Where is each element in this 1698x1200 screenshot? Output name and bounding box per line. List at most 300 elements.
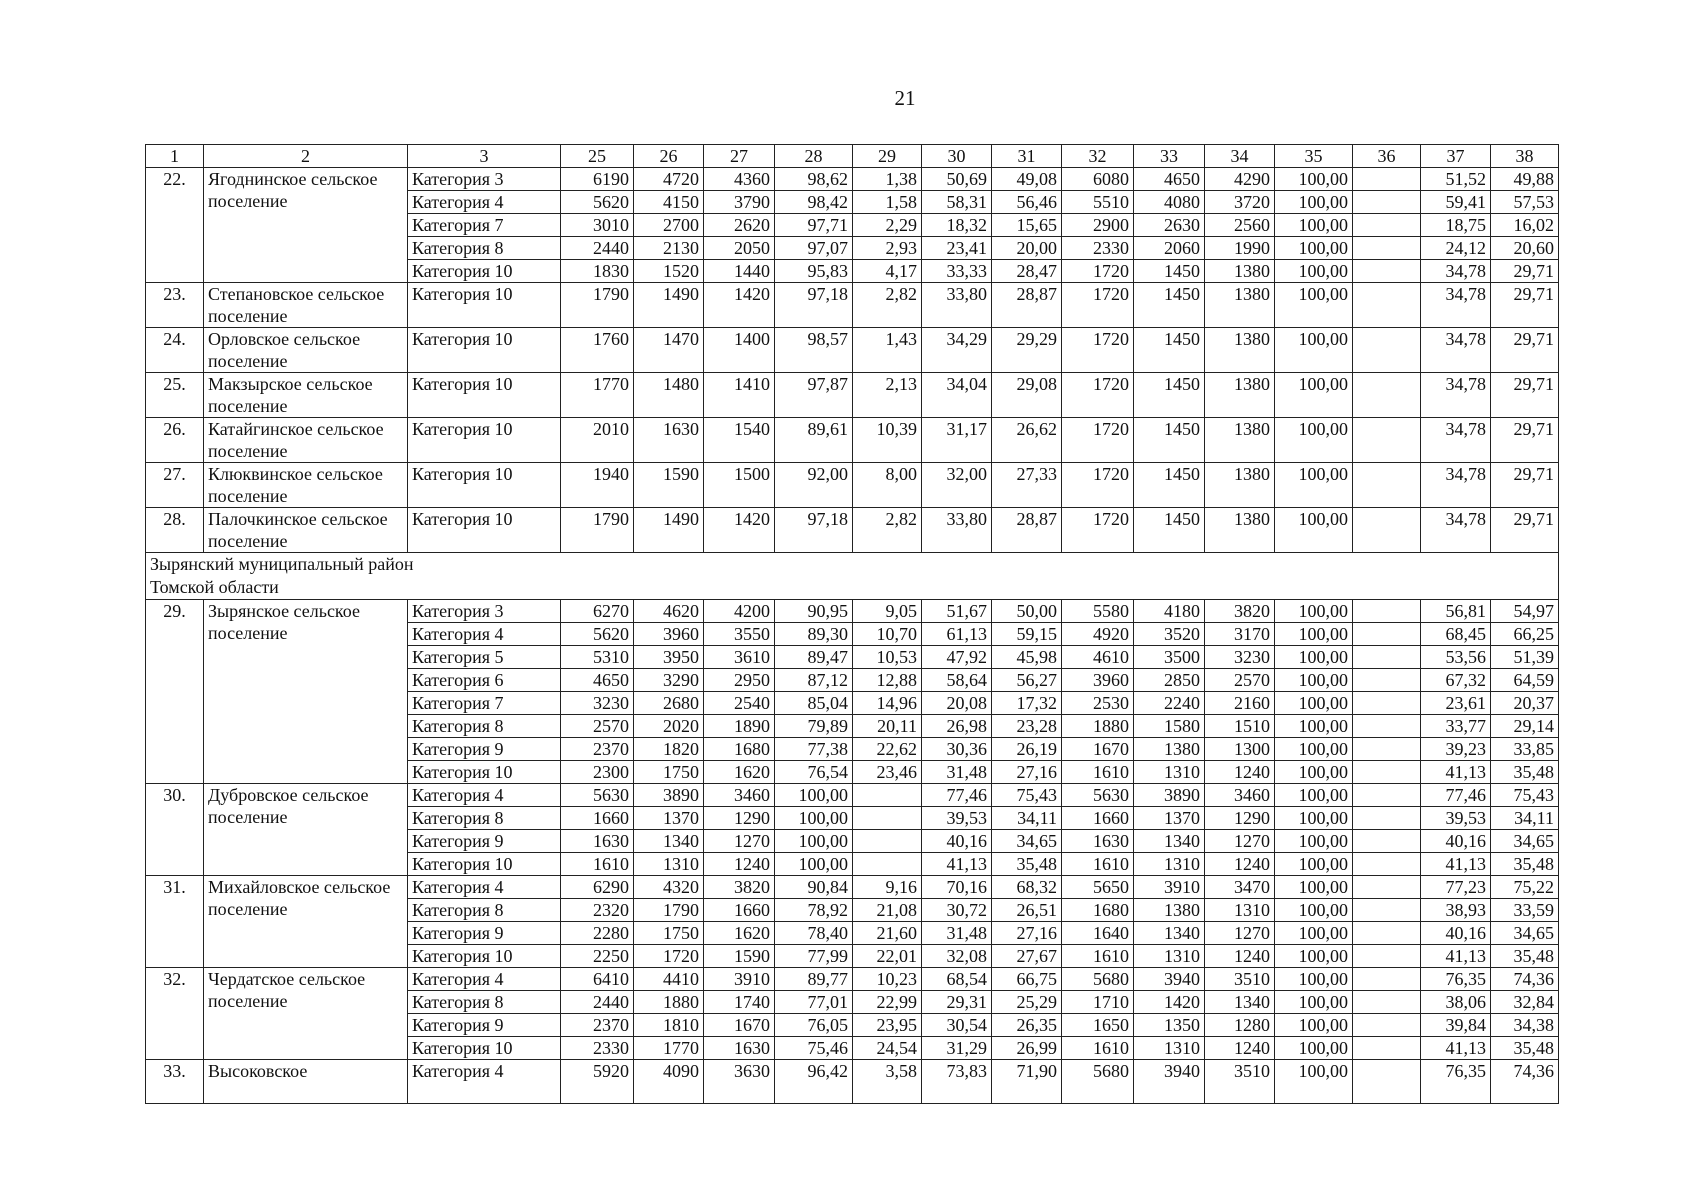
value-cell: 28,87: [992, 508, 1062, 553]
value-cell: 1,58: [853, 191, 922, 214]
value-cell: 10,23: [853, 968, 922, 991]
value-cell: 50,69: [922, 168, 992, 191]
value-cell: 1380: [1205, 283, 1275, 328]
value-cell: [1353, 418, 1421, 463]
header-cell: 29: [853, 145, 922, 168]
value-cell: [1353, 692, 1421, 715]
value-cell: 1300: [1205, 738, 1275, 761]
value-cell: 29,71: [1491, 373, 1559, 418]
value-cell: 2,82: [853, 508, 922, 553]
value-cell: 57,53: [1491, 191, 1559, 214]
value-cell: 2530: [1062, 692, 1134, 715]
value-cell: 21,08: [853, 899, 922, 922]
value-cell: 20,00: [992, 237, 1062, 260]
value-cell: 5920: [561, 1060, 634, 1104]
value-cell: [1353, 945, 1421, 968]
settlement-name: Палочкинское сельское поселение: [204, 508, 408, 553]
value-cell: 68,45: [1421, 623, 1491, 646]
value-cell: 1770: [634, 1037, 704, 1060]
value-cell: 2250: [561, 945, 634, 968]
table-row: [146, 373, 1559, 418]
value-cell: 29,71: [1491, 283, 1559, 328]
category-cell: Категория 8: [408, 807, 561, 830]
category-cell: Категория 5: [408, 646, 561, 669]
value-cell: 22,62: [853, 738, 922, 761]
category-cell: Категория 10: [408, 283, 561, 328]
value-cell: 29,14: [1491, 715, 1559, 738]
value-cell: 97,07: [775, 237, 853, 260]
value-cell: 29,31: [922, 991, 992, 1014]
value-cell: 33,77: [1421, 715, 1491, 738]
value-cell: 1890: [704, 715, 775, 738]
value-cell: 59,15: [992, 623, 1062, 646]
category-cell: Категория 4: [408, 191, 561, 214]
value-cell: 32,08: [922, 945, 992, 968]
value-cell: 78,92: [775, 899, 853, 922]
value-cell: 2950: [704, 669, 775, 692]
value-cell: 32,00: [922, 463, 992, 508]
value-cell: 1750: [634, 922, 704, 945]
row-number: 24.: [146, 328, 204, 373]
value-cell: 1610: [1062, 761, 1134, 784]
value-cell: 1610: [561, 853, 634, 876]
value-cell: 2700: [634, 214, 704, 237]
value-cell: 1420: [1134, 991, 1205, 1014]
value-cell: [853, 830, 922, 853]
value-cell: [853, 807, 922, 830]
value-cell: 5630: [1062, 784, 1134, 807]
value-cell: 4360: [704, 168, 775, 191]
value-cell: 75,43: [1491, 784, 1559, 807]
value-cell: 1450: [1134, 283, 1205, 328]
value-cell: [1353, 807, 1421, 830]
category-cell: Категория 4: [408, 784, 561, 807]
value-cell: 23,61: [1421, 692, 1491, 715]
value-cell: 1400: [704, 328, 775, 373]
category-cell: Категория 10: [408, 508, 561, 553]
value-cell: 1490: [634, 283, 704, 328]
category-cell: Категория 4: [408, 968, 561, 991]
value-cell: [1353, 784, 1421, 807]
row-number: 23.: [146, 283, 204, 328]
value-cell: 100,00: [1275, 214, 1353, 237]
value-cell: 3520: [1134, 623, 1205, 646]
value-cell: 1590: [634, 463, 704, 508]
value-cell: 89,47: [775, 646, 853, 669]
value-cell: 34,65: [1491, 922, 1559, 945]
value-cell: 4180: [1134, 600, 1205, 623]
value-cell: 1940: [561, 463, 634, 508]
value-cell: 1380: [1205, 328, 1275, 373]
value-cell: 34,78: [1421, 508, 1491, 553]
value-cell: 1790: [561, 508, 634, 553]
value-cell: 71,90: [992, 1060, 1062, 1104]
value-cell: 1290: [704, 807, 775, 830]
value-cell: 4620: [634, 600, 704, 623]
value-cell: 1680: [704, 738, 775, 761]
value-cell: 41,13: [1421, 945, 1491, 968]
value-cell: 3230: [561, 692, 634, 715]
value-cell: 3960: [1062, 669, 1134, 692]
table-row: [146, 328, 1559, 373]
table-row: [146, 968, 1559, 991]
value-cell: 3940: [1134, 968, 1205, 991]
header-cell: 25: [561, 145, 634, 168]
table-row: [146, 784, 1559, 807]
value-cell: [1353, 761, 1421, 784]
value-cell: 33,59: [1491, 899, 1559, 922]
value-cell: 23,28: [992, 715, 1062, 738]
value-cell: 1340: [634, 830, 704, 853]
value-cell: 22,01: [853, 945, 922, 968]
value-cell: 4150: [634, 191, 704, 214]
value-cell: 1660: [561, 807, 634, 830]
value-cell: 6410: [561, 968, 634, 991]
value-cell: 100,00: [1275, 715, 1353, 738]
value-cell: 24,54: [853, 1037, 922, 1060]
value-cell: 2,93: [853, 237, 922, 260]
value-cell: 22,99: [853, 991, 922, 1014]
value-cell: 98,42: [775, 191, 853, 214]
value-cell: 2330: [1062, 237, 1134, 260]
value-cell: 5620: [561, 623, 634, 646]
table-row: [146, 876, 1559, 899]
value-cell: 2010: [561, 418, 634, 463]
value-cell: 3230: [1205, 646, 1275, 669]
value-cell: 54,97: [1491, 600, 1559, 623]
value-cell: 8,00: [853, 463, 922, 508]
value-cell: 3170: [1205, 623, 1275, 646]
value-cell: 1440: [704, 260, 775, 283]
value-cell: 29,71: [1491, 260, 1559, 283]
value-cell: [1353, 968, 1421, 991]
value-cell: 2680: [634, 692, 704, 715]
category-cell: Категория 4: [408, 876, 561, 899]
value-cell: 76,35: [1421, 968, 1491, 991]
value-cell: 100,00: [1275, 807, 1353, 830]
value-cell: 1820: [634, 738, 704, 761]
value-cell: 34,65: [992, 830, 1062, 853]
value-cell: 92,00: [775, 463, 853, 508]
value-cell: 4720: [634, 168, 704, 191]
value-cell: 3510: [1205, 968, 1275, 991]
value-cell: 1720: [1062, 260, 1134, 283]
value-cell: 66,75: [992, 968, 1062, 991]
value-cell: 1240: [704, 853, 775, 876]
value-cell: 34,78: [1421, 328, 1491, 373]
value-cell: 38,93: [1421, 899, 1491, 922]
value-cell: 59,41: [1421, 191, 1491, 214]
value-cell: 6080: [1062, 168, 1134, 191]
category-cell: Категория 6: [408, 669, 561, 692]
value-cell: 76,05: [775, 1014, 853, 1037]
value-cell: 29,71: [1491, 463, 1559, 508]
value-cell: [853, 784, 922, 807]
value-cell: 29,08: [992, 373, 1062, 418]
section-title: Зырянский муниципальный район Томской области: [146, 553, 1559, 600]
value-cell: 58,31: [922, 191, 992, 214]
value-cell: 85,04: [775, 692, 853, 715]
value-cell: 29,71: [1491, 328, 1559, 373]
value-cell: 64,59: [1491, 669, 1559, 692]
value-cell: [1353, 463, 1421, 508]
value-cell: 32,84: [1491, 991, 1559, 1014]
value-cell: 1790: [634, 899, 704, 922]
category-cell: Категория 10: [408, 945, 561, 968]
category-cell: Категория 3: [408, 168, 561, 191]
value-cell: 1380: [1205, 418, 1275, 463]
value-cell: 1450: [1134, 508, 1205, 553]
value-cell: 100,00: [1275, 328, 1353, 373]
value-cell: 77,23: [1421, 876, 1491, 899]
category-cell: Категория 8: [408, 715, 561, 738]
value-cell: 1660: [704, 899, 775, 922]
value-cell: 1450: [1134, 418, 1205, 463]
value-cell: 95,83: [775, 260, 853, 283]
row-number: 25.: [146, 373, 204, 418]
value-cell: 35,48: [992, 853, 1062, 876]
value-cell: 3940: [1134, 1060, 1205, 1104]
value-cell: 16,02: [1491, 214, 1559, 237]
value-cell: 5650: [1062, 876, 1134, 899]
value-cell: 28,47: [992, 260, 1062, 283]
value-cell: 3610: [704, 646, 775, 669]
value-cell: 29,29: [992, 328, 1062, 373]
value-cell: 100,00: [1275, 600, 1353, 623]
value-cell: 1380: [1205, 463, 1275, 508]
value-cell: 77,46: [1421, 784, 1491, 807]
category-cell: Категория 7: [408, 692, 561, 715]
value-cell: 100,00: [1275, 968, 1353, 991]
value-cell: 1450: [1134, 328, 1205, 373]
value-cell: 5680: [1062, 968, 1134, 991]
value-cell: 2540: [704, 692, 775, 715]
value-cell: 1620: [704, 761, 775, 784]
value-cell: 2050: [704, 237, 775, 260]
value-cell: 6190: [561, 168, 634, 191]
value-cell: 61,13: [922, 623, 992, 646]
category-cell: Категория 10: [408, 853, 561, 876]
value-cell: 15,65: [992, 214, 1062, 237]
value-cell: 34,29: [922, 328, 992, 373]
value-cell: 51,39: [1491, 646, 1559, 669]
value-cell: [1353, 373, 1421, 418]
row-number: 33.: [146, 1060, 204, 1104]
value-cell: 1350: [1134, 1014, 1205, 1037]
value-cell: [1353, 168, 1421, 191]
value-cell: 2,29: [853, 214, 922, 237]
row-number: 31.: [146, 876, 204, 968]
value-cell: 2330: [561, 1037, 634, 1060]
category-cell: Категория 9: [408, 922, 561, 945]
value-cell: 34,04: [922, 373, 992, 418]
value-cell: 68,54: [922, 968, 992, 991]
value-cell: [1353, 991, 1421, 1014]
value-cell: 100,00: [1275, 463, 1353, 508]
header-cell: 33: [1134, 145, 1205, 168]
value-cell: 3460: [704, 784, 775, 807]
value-cell: 34,65: [1491, 830, 1559, 853]
table-row: [146, 463, 1559, 508]
value-cell: 76,54: [775, 761, 853, 784]
value-cell: 45,98: [992, 646, 1062, 669]
value-cell: 1670: [1062, 738, 1134, 761]
data-table: [145, 144, 1559, 1104]
page-number: 21: [894, 86, 916, 110]
value-cell: 1680: [1062, 899, 1134, 922]
value-cell: 39,84: [1421, 1014, 1491, 1037]
value-cell: [1353, 646, 1421, 669]
category-cell: Категория 8: [408, 899, 561, 922]
value-cell: 4290: [1205, 168, 1275, 191]
value-cell: 50,00: [992, 600, 1062, 623]
value-cell: 2440: [561, 991, 634, 1014]
value-cell: 75,46: [775, 1037, 853, 1060]
header-cell: 28: [775, 145, 853, 168]
value-cell: 1310: [1134, 1037, 1205, 1060]
value-cell: 100,00: [1275, 237, 1353, 260]
settlement-name: Степановское сельское поселение: [204, 283, 408, 328]
value-cell: 1290: [1205, 807, 1275, 830]
value-cell: 1380: [1134, 899, 1205, 922]
value-cell: 3,58: [853, 1060, 922, 1104]
value-cell: 1650: [1062, 1014, 1134, 1037]
value-cell: 3910: [704, 968, 775, 991]
value-cell: 100,00: [775, 853, 853, 876]
value-cell: 3010: [561, 214, 634, 237]
value-cell: 74,36: [1491, 968, 1559, 991]
category-cell: Категория 9: [408, 1014, 561, 1037]
value-cell: 97,87: [775, 373, 853, 418]
value-cell: 1760: [561, 328, 634, 373]
value-cell: [1353, 669, 1421, 692]
value-cell: 47,92: [922, 646, 992, 669]
header-cell: 3: [408, 145, 561, 168]
value-cell: 1720: [634, 945, 704, 968]
value-cell: 100,00: [1275, 899, 1353, 922]
value-cell: 100,00: [775, 830, 853, 853]
value-cell: [853, 853, 922, 876]
value-cell: 1490: [634, 508, 704, 553]
header-cell: 32: [1062, 145, 1134, 168]
value-cell: 1880: [634, 991, 704, 1014]
value-cell: 89,77: [775, 968, 853, 991]
value-cell: 33,80: [922, 508, 992, 553]
value-cell: 2560: [1205, 214, 1275, 237]
value-cell: 100,00: [1275, 738, 1353, 761]
row-number: 32.: [146, 968, 204, 1060]
value-cell: 1610: [1062, 853, 1134, 876]
value-cell: [1353, 214, 1421, 237]
row-number: 26.: [146, 418, 204, 463]
row-number: 28.: [146, 508, 204, 553]
value-cell: [1353, 922, 1421, 945]
value-cell: 3500: [1134, 646, 1205, 669]
value-cell: 70,16: [922, 876, 992, 899]
row-number: 22.: [146, 168, 204, 283]
value-cell: 2850: [1134, 669, 1205, 692]
value-cell: 1380: [1205, 260, 1275, 283]
value-cell: 97,18: [775, 283, 853, 328]
value-cell: 56,46: [992, 191, 1062, 214]
value-cell: 79,89: [775, 715, 853, 738]
value-cell: 73,83: [922, 1060, 992, 1104]
value-cell: 1420: [704, 283, 775, 328]
value-cell: 34,11: [992, 807, 1062, 830]
value-cell: 77,01: [775, 991, 853, 1014]
value-cell: 26,35: [992, 1014, 1062, 1037]
table-row: [146, 418, 1559, 463]
value-cell: 28,87: [992, 283, 1062, 328]
value-cell: 100,00: [1275, 991, 1353, 1014]
value-cell: 4200: [704, 600, 775, 623]
value-cell: 100,00: [775, 784, 853, 807]
value-cell: 41,13: [922, 853, 992, 876]
value-cell: [1353, 1060, 1421, 1104]
value-cell: 1720: [1062, 373, 1134, 418]
category-cell: Категория 8: [408, 237, 561, 260]
value-cell: 3790: [704, 191, 775, 214]
value-cell: 75,43: [992, 784, 1062, 807]
value-cell: 1450: [1134, 463, 1205, 508]
value-cell: 1,43: [853, 328, 922, 373]
value-cell: 10,70: [853, 623, 922, 646]
value-cell: 26,19: [992, 738, 1062, 761]
value-cell: 35,48: [1491, 1037, 1559, 1060]
section-row: [146, 553, 1559, 600]
value-cell: [1353, 899, 1421, 922]
category-cell: Категория 3: [408, 600, 561, 623]
value-cell: 1310: [634, 853, 704, 876]
value-cell: 89,61: [775, 418, 853, 463]
value-cell: [1353, 600, 1421, 623]
value-cell: 2630: [1134, 214, 1205, 237]
header-cell: 26: [634, 145, 704, 168]
value-cell: 1310: [1205, 899, 1275, 922]
header-cell: 27: [704, 145, 775, 168]
value-cell: 100,00: [1275, 1037, 1353, 1060]
value-cell: 1470: [634, 328, 704, 373]
value-cell: 39,23: [1421, 738, 1491, 761]
value-cell: 23,41: [922, 237, 992, 260]
value-cell: 38,06: [1421, 991, 1491, 1014]
value-cell: 78,40: [775, 922, 853, 945]
value-cell: 1720: [1062, 463, 1134, 508]
value-cell: 100,00: [1275, 373, 1353, 418]
value-cell: [1353, 853, 1421, 876]
value-cell: 66,25: [1491, 623, 1559, 646]
category-cell: Категория 10: [408, 418, 561, 463]
value-cell: 100,00: [1275, 853, 1353, 876]
value-cell: 77,38: [775, 738, 853, 761]
value-cell: 41,13: [1421, 1037, 1491, 1060]
value-cell: 23,95: [853, 1014, 922, 1037]
value-cell: [1353, 508, 1421, 553]
value-cell: 34,78: [1421, 463, 1491, 508]
value-cell: 20,60: [1491, 237, 1559, 260]
value-cell: 2620: [704, 214, 775, 237]
value-cell: 3820: [704, 876, 775, 899]
value-cell: 98,57: [775, 328, 853, 373]
value-cell: 1630: [634, 418, 704, 463]
settlement-name: Зырянское сельское поселение: [204, 600, 408, 784]
value-cell: 23,46: [853, 761, 922, 784]
value-cell: 2570: [1205, 669, 1275, 692]
value-cell: 3960: [634, 623, 704, 646]
value-cell: 2900: [1062, 214, 1134, 237]
value-cell: 21,60: [853, 922, 922, 945]
value-cell: 58,64: [922, 669, 992, 692]
